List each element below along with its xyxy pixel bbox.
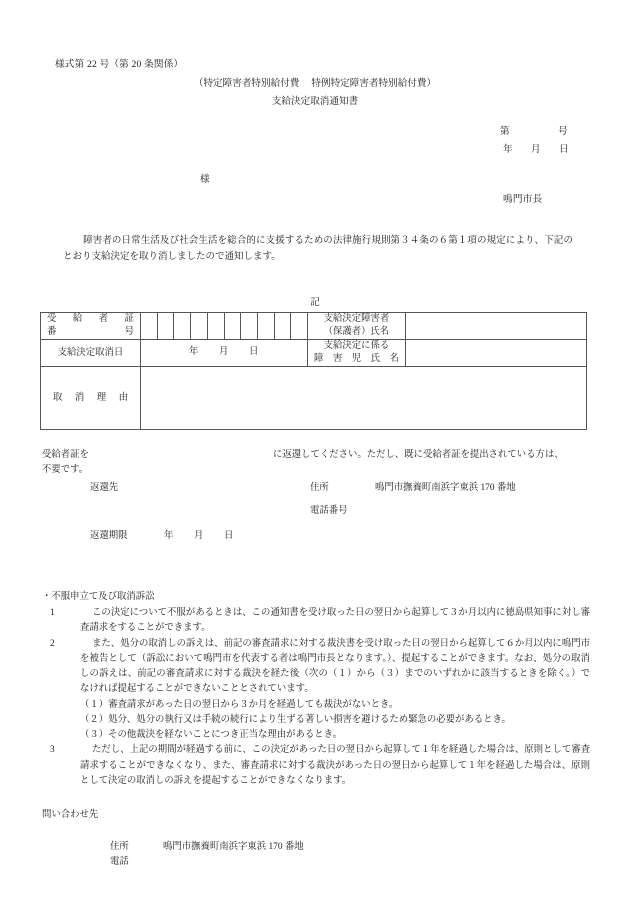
return-deadline-year-label: 年 bbox=[164, 531, 174, 541]
cell-label-recipient-number bbox=[41, 313, 141, 340]
recipient-number-box[interactable] bbox=[141, 313, 158, 339]
return-destination-label: 返還先 bbox=[90, 483, 119, 493]
recipient-number-boxes[interactable] bbox=[141, 313, 308, 340]
appeal-sub-item-2: （２）処分、処分の執行又は手続の続行により生ずる著しい損害を避けるため緊急の必要があるとき。 bbox=[80, 714, 511, 725]
return-instructions bbox=[42, 448, 588, 475]
beneficiary-name-label-line1: 支給決定障害者 bbox=[323, 314, 390, 325]
contact-address-value: 鳴門市撫養町南浜字東浜 170 番地 bbox=[163, 842, 304, 852]
return-rest-text: に返還してください。ただし、既に受給者証を提出されている方は、 bbox=[273, 450, 564, 460]
number-label-go: 号 bbox=[558, 126, 568, 137]
return-line-1 bbox=[42, 448, 588, 463]
disabled-child-name-label-line2: 障害児氏名 bbox=[314, 354, 399, 364]
intro-text: 障害者の日常生活及び社会生活を総合的に支援するための法律施行規則第３４条の６第１項の規定により、下記のとおり支給決定を取り消しましたので通知します。 bbox=[63, 236, 573, 262]
recipient-number-box[interactable] bbox=[258, 313, 275, 339]
table-row bbox=[41, 340, 587, 367]
return-address-label: 住所 bbox=[310, 483, 329, 493]
form-table bbox=[40, 312, 587, 430]
appeals-heading: ・不服申立て及び取消訴訟 bbox=[42, 592, 155, 602]
cell-value-disabled-child-name[interactable] bbox=[406, 340, 587, 367]
cancel-date-label: 支給決定取消日 bbox=[57, 347, 124, 358]
return-deadline-month-label: 月 bbox=[194, 531, 204, 541]
return-tel-label: 電話番号 bbox=[310, 506, 348, 516]
number-label-dai: 第 bbox=[500, 126, 510, 137]
cell-label-cancel-date bbox=[41, 340, 141, 367]
appeal-item-2-text: また、処分の取消しの訴えは、前記の審査請求に対する裁決書を受け取った日の翌日から起算して６か月以内に鳴門市を被告として（訴訟において鳴門市を代表する者は鳴門市長となります。）、提起することができます。なお、処分の取消しの訴えは、前記の審査請求に対する裁決を経た後（次の（１）から（３）までのいずれかに該当するときを除く。）でなければ提起することができないこととされています。 bbox=[80, 638, 590, 695]
cancel-date-month-label: 月 bbox=[219, 347, 229, 357]
cancel-date-day-label: 日 bbox=[249, 347, 259, 357]
cell-value-cancel-reason[interactable] bbox=[141, 367, 587, 430]
recipient-number-box[interactable] bbox=[225, 313, 242, 339]
appeal-item-3-number: 3 bbox=[50, 745, 55, 756]
return-address-value: 鳴門市撫養町南浜字東浜 170 番地 bbox=[375, 483, 516, 493]
appeal-item-2 bbox=[42, 637, 590, 698]
recipient-number-box[interactable] bbox=[275, 313, 292, 339]
appeal-item-3-text: ただし、上記の期間が経過する前に、この決定があった日の翌日から起算して１年を経過した場合は、原則として審査請求することができなくなり、また、審査請求に対する裁決があった日の翌日から起算して１年を経過した場合は、原則として決定の取消しの訴えを提起することができなくなります。 bbox=[80, 745, 590, 786]
return-deadline-day-label: 日 bbox=[224, 531, 234, 541]
recipient-number-box[interactable] bbox=[191, 313, 208, 339]
date-year-label: 年 bbox=[503, 144, 513, 155]
return-deadline-label: 返還期限 bbox=[90, 531, 128, 541]
appeal-item-1-text: この決定について不服があるときは、この通知書を受け取った日の翌日から起算して３か月以内に徳島県知事に対し審査請求をすることができます。 bbox=[80, 608, 590, 634]
cell-value-beneficiary-name[interactable] bbox=[406, 313, 587, 340]
appeal-sub-item-3: （３）その他裁決を経ないことにつき正当な理由があるとき。 bbox=[80, 730, 342, 741]
form-number: 様式第 22 号（第 20 条関係） bbox=[55, 59, 184, 70]
document-subtitle bbox=[0, 77, 630, 91]
cell-label-cancel-reason bbox=[41, 367, 141, 430]
page-title: 支給決定取消通知書 bbox=[271, 96, 359, 107]
appeals-section bbox=[42, 590, 590, 789]
appeal-item-2-number: 2 bbox=[50, 638, 55, 649]
appeal-item-1 bbox=[42, 606, 590, 636]
recipient-number-box[interactable] bbox=[241, 313, 258, 339]
table-row bbox=[41, 313, 587, 340]
cell-label-disabled-child-name bbox=[308, 340, 406, 367]
recipient-number-box[interactable] bbox=[158, 313, 175, 339]
cell-label-beneficiary-name bbox=[308, 313, 406, 340]
subtitle-left: （特定障害者特別給付費 bbox=[193, 78, 300, 89]
issuer-name: 鳴門市長 bbox=[503, 194, 543, 205]
return-line-2: 不要です。 bbox=[42, 465, 89, 475]
beneficiary-name-label-line2: （保護者）氏名 bbox=[323, 327, 390, 337]
table-row bbox=[41, 367, 587, 430]
recipient-number-box[interactable] bbox=[291, 313, 307, 339]
date-day-label: 日 bbox=[559, 144, 569, 155]
recipient-number-label-line1: 受給者証 bbox=[47, 314, 134, 325]
cancel-date-inner bbox=[141, 345, 307, 361]
contact-tel-label: 電話 bbox=[110, 857, 129, 867]
recipient-number-label-line2: 番 号 bbox=[47, 327, 134, 337]
disabled-child-name-label-line1: 支給決定に係る bbox=[323, 341, 390, 352]
recipient-number-box[interactable] bbox=[208, 313, 225, 339]
return-lead-text: 受給者証を bbox=[42, 450, 89, 460]
appeal-item-1-number: 1 bbox=[50, 608, 55, 619]
intro-paragraph bbox=[63, 234, 573, 265]
appeal-item-3 bbox=[42, 743, 590, 789]
date-month-label: 月 bbox=[531, 144, 541, 155]
recipient-number-box[interactable] bbox=[174, 313, 191, 339]
addressee-suffix: 様 bbox=[200, 174, 210, 185]
subtitle-right: 特例特定障害者特別給付費） bbox=[311, 78, 437, 89]
contact-heading: 問い合わせ先 bbox=[42, 810, 99, 820]
contact-address-label: 住所 bbox=[110, 842, 129, 852]
appeal-sub-item-1: （１）審査請求があった日の翌日から３か月を経過しても裁決がないとき。 bbox=[80, 699, 399, 710]
cancel-reason-label: 取消理由 bbox=[53, 392, 128, 403]
cell-value-cancel-date[interactable] bbox=[141, 340, 308, 367]
cancel-date-year-label: 年 bbox=[189, 347, 199, 357]
recipient-number-box-group[interactable] bbox=[141, 313, 307, 339]
ki-mark: 記 bbox=[310, 297, 320, 308]
